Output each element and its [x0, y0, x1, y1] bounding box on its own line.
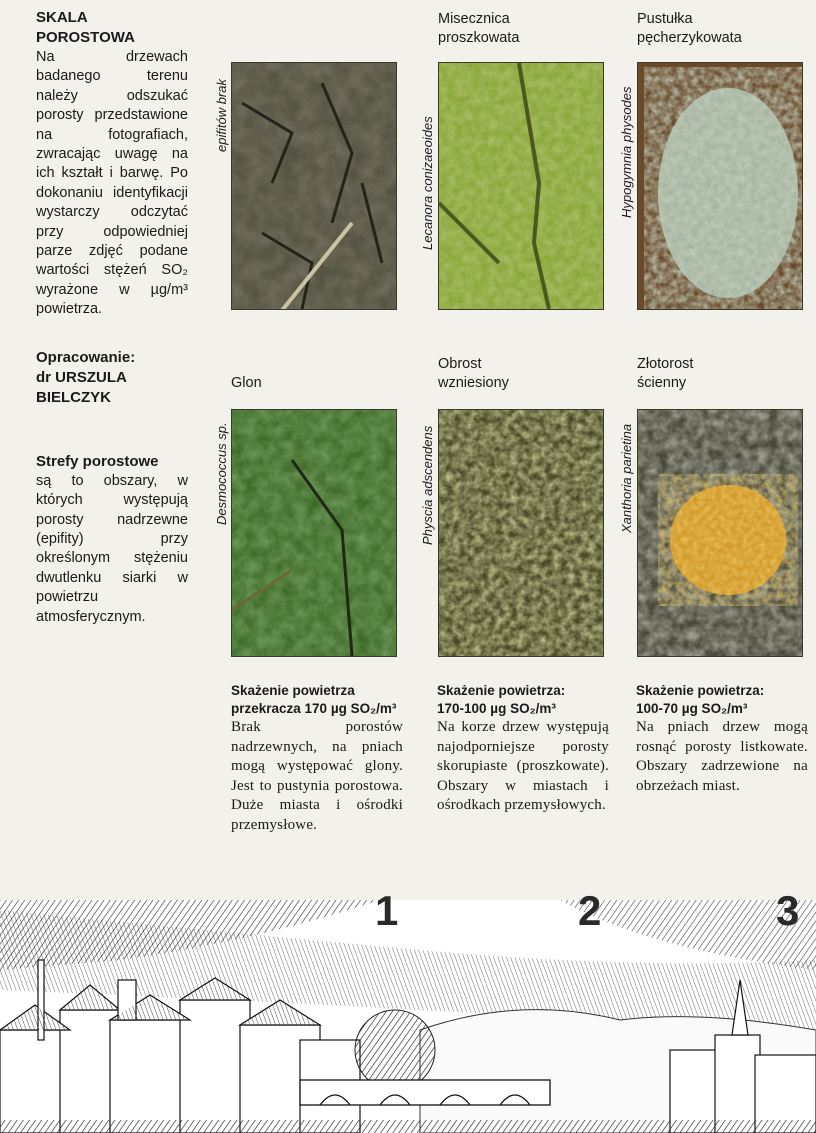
latin-no-epiphytes: epifitów brak [214, 79, 229, 152]
xanthoria-image [638, 410, 802, 656]
latin-lecanora: Lecanora conizaeoides [420, 116, 435, 250]
zone-2-description: Skażenie powietrza: 170-100 µg SO₂/m³ Na korze drzew występują najodporniejsze porosty skorupiaste (proszkowate). Obszary w miastach i ośrodkach przemysłowych. [437, 683, 609, 814]
bark-image [232, 63, 396, 309]
zones-text: są to obszary, w których występują porosty nadrzewne (epifity) przy określonym stężeniu dwutlenku siarki w powietrzu atmosferycznym. [36, 472, 188, 625]
page-title: SKALA POROSTOWA [36, 9, 135, 46]
desmococcus-image [232, 410, 396, 656]
town-landscape-illustration [0, 900, 816, 1133]
sidebar [36, 8, 188, 627]
intro-text: Na drzewach badanego terenu należy odszukać porosty przedstawione na fotografiach, zwracając uwagę na ich kształt i barwę. Po dokonaniu identyfikacji wystarczy odczytać przy odpowiedniej parze zdjęć podane wartości stężeń SO₂ wyrażone w µg/m³ powietrza. [36, 49, 188, 318]
zone-number-3: 3 [776, 887, 800, 934]
latin-xanthoria: Xanthoria parietina [619, 423, 634, 533]
latin-desmococcus: Desmococcus sp. [214, 422, 229, 525]
photo-no-epiphytes [231, 62, 397, 310]
photo-hypogymnia [637, 62, 803, 310]
zones-heading: Strefy porostowe [36, 452, 159, 470]
title-hypogymnia: Pustułka pęcherzykowata [637, 11, 742, 46]
photo-desmococcus [231, 409, 397, 657]
title-lecanora: Miseczniса proszkowata [438, 11, 520, 46]
title-algae: Glon [231, 375, 262, 391]
photo-xanthoria [637, 409, 803, 657]
physcia-image [439, 410, 603, 656]
lecanora-image [439, 63, 603, 309]
photo-physcia [438, 409, 604, 657]
latin-physcia: Physcia adscendens [420, 425, 435, 545]
zone-number-2: 2 [578, 887, 602, 934]
latin-hypogymnia: Hypogymnia physodes [619, 86, 634, 218]
hypogymnia-image [638, 63, 802, 309]
credit: Opracowanie: dr URSZULA BIELCZYK [36, 348, 136, 406]
zone-3-description: Skażenie powietrza: 100-70 µg SO₂/m³ Na pniach drzew mogą rosnąć porosty listkowate. Obszary zadrzewione na obrzeżach miast. [636, 683, 808, 794]
photo-lecanora [438, 62, 604, 310]
title-physcia: Obrost wzniesiony [438, 356, 509, 391]
title-xanthoria: Złotorost ścienny [637, 356, 694, 391]
zone-1-description: Skażenie powietrza przekracza 170 µg SO₂/m³ Brak porostów nadrzewnych, na pniach mogą występować glony. Jest to pustynia porostowa. Duże miasta i ośrodki przemysłowe. [231, 683, 403, 833]
zone-number-1: 1 [375, 887, 399, 934]
